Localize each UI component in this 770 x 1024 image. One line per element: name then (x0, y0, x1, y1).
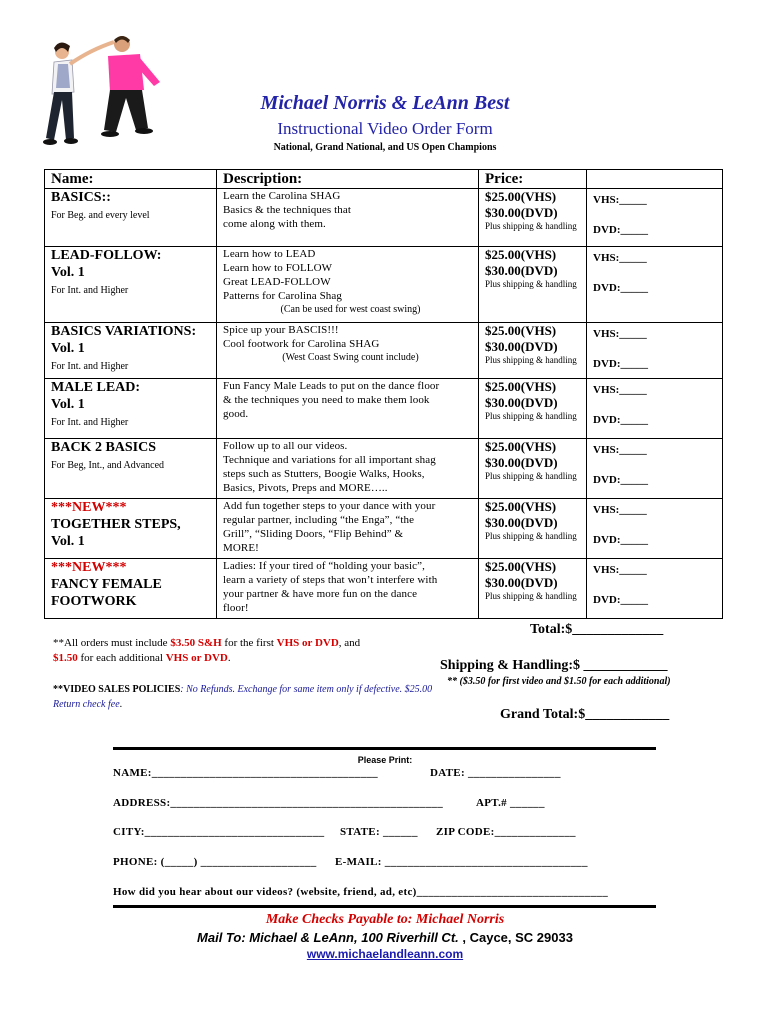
divider-top (113, 747, 656, 750)
city-field[interactable]: CITY:_______________________________ (113, 826, 325, 838)
name-cell (45, 559, 217, 619)
grand-total-line[interactable]: Grand Total:$____________ (500, 707, 670, 722)
description-line: Great LEAD-FOLLOW (223, 276, 331, 288)
name-cell (45, 323, 217, 379)
price-cell (479, 379, 587, 439)
description-cell (217, 379, 479, 439)
dvd-qty-field[interactable]: DVD:_____ (593, 414, 648, 426)
description-line: come along with them. (223, 218, 326, 230)
shipping-note: Plus shipping & handling (485, 355, 577, 365)
product-level: For Beg. and every level (51, 210, 150, 221)
shipping-note: Plus shipping & handling (485, 221, 577, 231)
description-cell (217, 559, 479, 619)
description-line: Grill”, “Sliding Doors, “Flip Behind” & (223, 528, 404, 540)
dvd-qty-field[interactable]: DVD:_____ (593, 474, 648, 486)
order-table (44, 169, 723, 619)
shipping-note: Plus shipping & handling (485, 591, 577, 601)
description-line: learn a variety of steps that won’t interfere with (223, 574, 438, 586)
description-cell (217, 499, 479, 559)
price-cell (479, 499, 587, 559)
description-line: Patterns for Carolina Shag (223, 290, 342, 302)
qty-cell (587, 247, 723, 323)
checks-payable: Make Checks Payable to: Michael Norris (265, 912, 505, 927)
description-line: Fun Fancy Male Leads to put on the dance floor (223, 380, 440, 392)
product-name: MALE LEAD: (51, 380, 141, 395)
qty-cell (587, 559, 723, 619)
description-cell (217, 323, 479, 379)
address-field[interactable]: ADDRESS:_______________________________________________ (113, 797, 444, 809)
product-name: BACK 2 BASICS (51, 440, 157, 455)
description-line: Technique and variations for all important shag (223, 454, 436, 466)
name-header: Name: (45, 170, 217, 189)
qty-cell (587, 499, 723, 559)
dvd-price: $30.00(DVD) (485, 339, 558, 354)
product-volume: Vol. 1 (51, 341, 85, 356)
description-line: floor! (223, 602, 249, 614)
description-note: (Can be used for west coast swing) (280, 304, 421, 315)
dvd-qty-field[interactable]: DVD:_____ (593, 534, 648, 546)
dvd-price: $30.00(DVD) (485, 515, 558, 530)
vhs-price: $25.00(VHS) (485, 247, 557, 262)
description-line: Learn the Carolina SHAG (223, 190, 341, 202)
product-level: For Int. and Higher (51, 285, 129, 296)
vhs-price: $25.00(VHS) (485, 189, 557, 204)
vhs-qty-field[interactable]: VHS:_____ (593, 564, 647, 576)
description-line: Basics & the techniques that (223, 204, 352, 216)
qty-cell (587, 439, 723, 499)
product-row (45, 559, 723, 619)
description-cell (217, 439, 479, 499)
shipping-note: ** ($3.50 for first video and $1.50 for each additional) (447, 676, 671, 687)
description-line: Ladies: If your tired of “holding your basic”, (223, 560, 425, 572)
orders-note: **All orders must include $3.50 S&H for the first VHS or DVD, and $1.50 for each additional VHS or DVD. (53, 637, 361, 664)
price-cell (479, 439, 587, 499)
qty-cell (587, 379, 723, 439)
qty-header (587, 170, 723, 189)
apt-field[interactable]: APT.# ______ (476, 797, 545, 809)
state-field[interactable]: STATE: ______ (340, 826, 418, 838)
mail-to-address: Mail To: Michael & LeAnn, 100 Riverhill Ct. , Cayce, SC 29033 (197, 930, 573, 945)
product-volume: Vol. 1 (51, 397, 85, 412)
name-cell (45, 499, 217, 559)
shipping-note: Plus shipping & handling (485, 411, 577, 421)
divider-bottom (113, 905, 656, 908)
dvd-price: $30.00(DVD) (485, 395, 558, 410)
product-name: TOGETHER STEPS, (51, 517, 181, 532)
shipping-note: Plus shipping & handling (485, 279, 577, 289)
product-row (45, 323, 723, 379)
price-header: Price: (479, 170, 587, 189)
description-line: your partner & have more fun on the dance (223, 588, 418, 600)
description-line: Learn how to FOLLOW (223, 262, 333, 274)
shipping-handling-line[interactable]: Shipping & Handling:$ ____________ (440, 658, 668, 673)
product-row (45, 247, 723, 323)
product-name: FANCY FEMALE (51, 577, 162, 592)
vhs-price: $25.00(VHS) (485, 499, 557, 514)
sales-policy: **VIDEO SALES POLICIES: No Refunds. Exchange for same item only if defective. $25.00 Return check fee. (53, 684, 433, 710)
vhs-qty-field[interactable]: VHS:_____ (593, 384, 647, 396)
vhs-price: $25.00(VHS) (485, 379, 557, 394)
vhs-qty-field[interactable]: VHS:_____ (593, 504, 647, 516)
description-line: Follow up to all our videos. (223, 440, 348, 452)
vhs-price: $25.00(VHS) (485, 323, 557, 338)
description-line: Add fun together steps to your dance with your (223, 500, 436, 512)
name-cell (45, 439, 217, 499)
product-row (45, 379, 723, 439)
product-level: For Beg, Int., and Advanced (51, 460, 165, 471)
vhs-price: $25.00(VHS) (485, 559, 557, 574)
description-note: (West Coast Swing count include) (282, 352, 419, 363)
vhs-qty-field[interactable]: VHS:_____ (593, 252, 647, 264)
zip-field[interactable]: ZIP CODE:______________ (436, 826, 576, 838)
qty-cell (587, 189, 723, 247)
product-volume: Vol. 1 (51, 265, 85, 280)
product-level: For Int. and Higher (51, 361, 129, 372)
qty-cell (587, 323, 723, 379)
description-line: Basics, Pivots, Preps and MORE….. (223, 482, 388, 494)
price-cell (479, 247, 587, 323)
name-cell (45, 379, 217, 439)
name-cell (45, 247, 217, 323)
dvd-qty-field[interactable]: DVD:_____ (593, 358, 648, 370)
description-line: regular partner, including “the Enga”, “the (223, 514, 415, 526)
vhs-price: $25.00(VHS) (485, 439, 557, 454)
vhs-qty-field[interactable]: VHS:_____ (593, 328, 647, 340)
product-volume: FOOTWORK (51, 594, 137, 609)
dvd-qty-field[interactable]: DVD:_____ (593, 224, 648, 236)
new-badge: ***NEW*** (51, 500, 127, 515)
description-line: & the techniques you need to make them look (223, 394, 430, 406)
price-cell (479, 323, 587, 379)
dvd-qty-field[interactable]: DVD:_____ (593, 282, 648, 294)
page-title: Michael Norris & LeAnn Best (260, 92, 510, 114)
description-line: Spice up your BASCIS!!! (223, 324, 339, 336)
vhs-qty-field[interactable]: VHS:_____ (593, 194, 647, 206)
price-cell (479, 189, 587, 247)
tagline: National, Grand National, and US Open Champions (273, 142, 497, 153)
form-subtitle: Instructional Video Order Form (277, 119, 493, 138)
description-line: steps such as Stutters, Boogie Walks, Hooks, (223, 468, 425, 480)
how-heard-field[interactable]: How did you hear about our videos? (website, friend, ad, etc)_________________________________ (113, 886, 608, 898)
product-name: LEAD-FOLLOW: (51, 248, 162, 263)
date-field[interactable]: DATE: ________________ (430, 767, 561, 779)
dvd-price: $30.00(DVD) (485, 263, 558, 278)
phone-field[interactable]: PHONE: (_____) ____________________ (113, 856, 317, 868)
new-badge: ***NEW*** (51, 560, 127, 575)
dvd-price: $30.00(DVD) (485, 575, 558, 590)
dvd-price: $30.00(DVD) (485, 455, 558, 470)
please-print-label: Please Print: (357, 755, 413, 765)
website-link[interactable]: www.michaelandleann.com (306, 947, 464, 961)
vhs-qty-field[interactable]: VHS:_____ (593, 444, 647, 456)
product-volume: Vol. 1 (51, 534, 85, 549)
description-line: MORE! (223, 542, 259, 554)
product-row (45, 439, 723, 499)
description-header: Description: (217, 170, 479, 189)
product-row (45, 189, 723, 247)
dvd-price: $30.00(DVD) (485, 205, 558, 220)
email-field[interactable]: E-MAIL: ___________________________________ (335, 856, 588, 868)
total-line[interactable]: Total:$_____________ (530, 622, 664, 637)
price-cell (479, 559, 587, 619)
product-name: BASICS:: (51, 190, 111, 205)
product-name: BASICS VARIATIONS: (51, 324, 197, 339)
product-level: For Int. and Higher (51, 417, 129, 428)
product-row (45, 499, 723, 559)
shipping-note: Plus shipping & handling (485, 531, 577, 541)
description-cell (217, 189, 479, 247)
dvd-qty-field[interactable]: DVD:_____ (593, 594, 648, 606)
description-line: Learn how to LEAD (223, 248, 316, 260)
description-cell (217, 247, 479, 323)
description-line: Cool footwork for Carolina SHAG (223, 338, 380, 350)
name-field[interactable]: NAME:_______________________________________ (113, 767, 378, 779)
shipping-note: Plus shipping & handling (485, 471, 577, 481)
description-line: good. (223, 408, 249, 420)
name-cell (45, 189, 217, 247)
